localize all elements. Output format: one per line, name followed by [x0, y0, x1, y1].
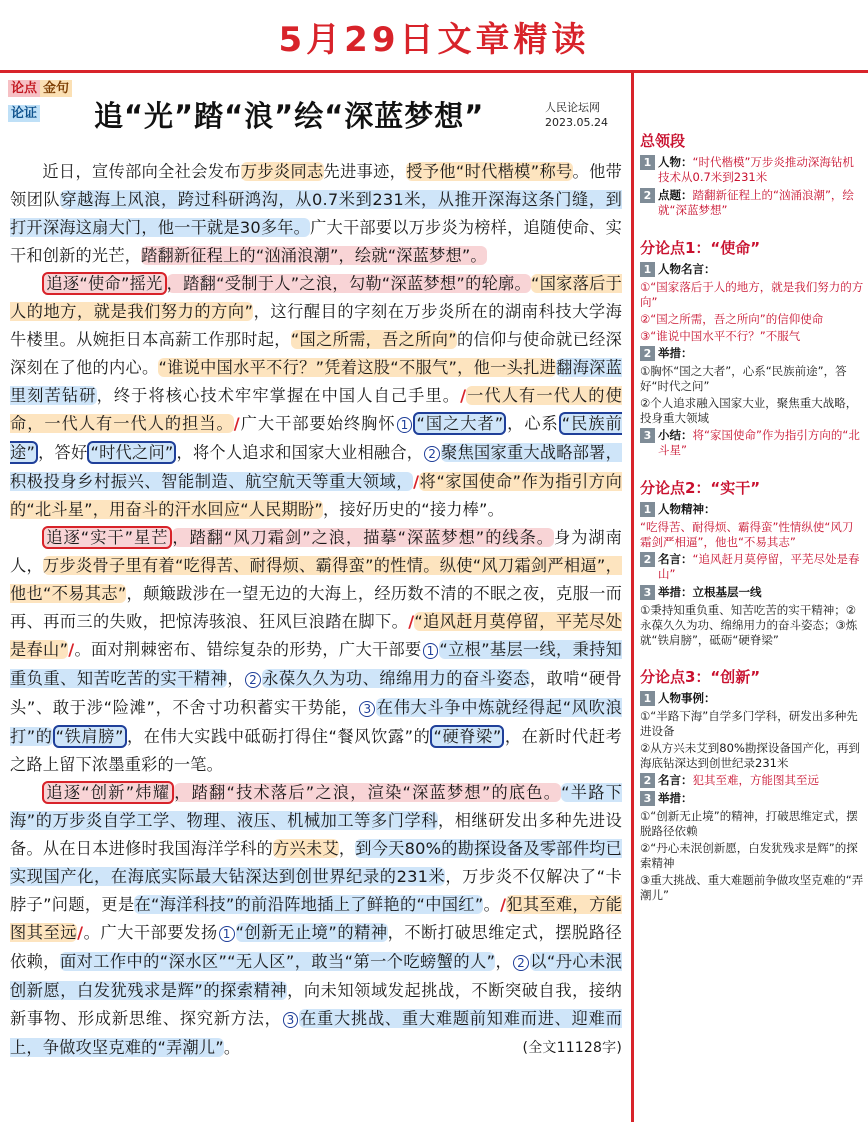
text-span: ，向未知领域发起挑战，不断突破自我，接纳新事物、形成新思维、探究新方法，: [10, 981, 622, 1028]
circled-number: 2: [424, 446, 440, 462]
spacer: [640, 461, 864, 477]
text-span: ，敢啃“硬骨头”、敢于涉“险滩”，不舍寸功积蓄实干势能，: [10, 669, 623, 717]
circled-number: 1: [219, 926, 235, 942]
notes-general-heading: 总领段: [640, 132, 686, 150]
highlight-quote: 方兴未艾: [273, 839, 339, 858]
text-span: ，在伟大实践中砥砺打得住“餐风饮露”的: [126, 727, 431, 746]
text-span: 的信仰与使命就已经深深刻在了他的内心。: [10, 330, 623, 377]
article-body: [10, 158, 622, 1062]
boxed-keyword: “时代之问”: [87, 441, 176, 464]
notes-row: [640, 346, 864, 361]
row-label: 小结：: [658, 428, 693, 442]
text-span: ，相继研发出多种先进设备。从在日本进修时我国海洋学科的: [10, 811, 622, 858]
step-badge: 2: [640, 552, 655, 567]
article-source: [545, 100, 608, 130]
highlight-argument: 到今天80%的勘探设备及零部件均已实现国产化，在海底实际最大钻深达到创世界纪录的231米: [10, 839, 623, 886]
text-span: ，不断打破思维定式，摆脱路径依赖，: [10, 923, 622, 971]
boxed-keyword: “铁肩膀”: [53, 725, 127, 748]
text-span: ，这行醒目的字刻在万步炎所在的湖南科技大学海牛楼里。从婉拒日本高薪工作那时起，: [10, 302, 622, 349]
text-span: 广大干部要以万步炎为榜样，追随使命、实干和创新的光芒，: [10, 218, 622, 265]
column-divider: [631, 72, 634, 1122]
circled-number: 3: [359, 701, 375, 717]
legend-argument-tag: 论证: [8, 105, 40, 122]
text-span: ，终于将核心技术牢牢掌握在中国人自己手里。: [96, 386, 461, 405]
note-item: ①“创新无止境”的精神，打破思维定式，摆脱路径依赖: [640, 809, 858, 838]
step-badge: 1: [640, 502, 655, 517]
note-item: ②“丹心未泯创新愿，白发犹残求是辉”的探索精神: [640, 841, 858, 870]
step-badge: 1: [640, 691, 655, 706]
page-title: 5月29日文章精读: [278, 20, 590, 60]
text-span: 。: [483, 895, 501, 914]
row-label: 举措：: [658, 791, 693, 805]
notes-row: [640, 691, 864, 706]
row-label: 人物：: [658, 155, 693, 169]
step-badge: 1: [640, 155, 655, 170]
row-text: “追风赶月莫停留，平芜尽处是春山”: [658, 552, 860, 581]
notes-row: [640, 155, 864, 185]
paragraph-intro: [10, 158, 622, 270]
highlight-quote: 授予他“时代楷模”称号: [406, 162, 573, 181]
row-text: “时代楷模”万步炎推动深海钻机技术从0.7米到231米: [658, 155, 854, 184]
paragraph-mission: [10, 270, 622, 524]
row-label: 名言：: [658, 773, 693, 787]
word-count: (全文11128字): [522, 1040, 622, 1056]
highlight-argument: 在重大挑战、重大难题前知难而进、迎难而上，争做攻坚克难的“弄潮儿”: [10, 1009, 622, 1057]
highlight-argument: “半路下海”的万步炎自学工学、物理、液压、机械加工等多门学科: [10, 783, 623, 830]
row-text: 犯其至难，方能图其至远: [692, 773, 819, 787]
highlight-argument: 翻海深蓝里刻苦钻研: [10, 358, 622, 405]
row-label: 人物事例：: [658, 691, 716, 705]
text-span: 广大干部要始终胸怀: [239, 414, 396, 433]
paragraph-innovation: [10, 779, 622, 1062]
highlight-point: ，踏翻“风刀霜剑”之浪，描摹“深蓝梦想”的线条。: [172, 528, 555, 547]
highlight-argument: “立根”基层一线，秉持知重负重、知苦吃苦的实干精神: [10, 640, 623, 688]
text-span: 先进事迹，: [323, 162, 407, 181]
highlight-quote: 万步炎同志: [240, 162, 324, 181]
divider-stroke: /: [408, 612, 415, 631]
step-badge: 3: [640, 585, 655, 600]
circled-number: 1: [423, 643, 439, 659]
source-date: 2023.05.24: [545, 116, 608, 129]
highlight-argument: 穿越海上风浪，跨过科研鸿沟，从0.7米到231米，从推开深海这条门缝，到打开深海这扇大门，他一干就是30多年。: [10, 190, 622, 237]
note-item: ③“谁说中国水平不行？”不服气: [640, 329, 801, 343]
boxed-keyword: “硬脊梁”: [430, 725, 504, 748]
highlight-argument: “创新无止境”的精神: [235, 923, 388, 942]
spacer: [640, 221, 864, 237]
highlight-quote: “国家落后于人的地方，就是我们努力的方向”: [10, 274, 623, 321]
text-span: ，在新时代赶考之路上留下浓墨重彩的一笔。: [10, 727, 622, 774]
paragraph-action: [10, 524, 622, 779]
text-span: 。面对荆棘密布、错综复杂的形势，广大干部要: [74, 640, 422, 659]
article-panel: [0, 72, 630, 1122]
highlight-quote: 一代人有一代人的使命，一代人有一代人的担当。: [10, 386, 622, 433]
highlight-quote: 犯其至难，方能图其至远: [10, 895, 622, 942]
text-span: ，: [495, 952, 513, 971]
notes-row: [640, 502, 864, 517]
notes-row: [640, 188, 864, 218]
step-badge: 2: [640, 346, 655, 361]
divider-stroke: /: [68, 640, 75, 659]
divider-stroke: /: [460, 386, 467, 405]
highlight-point: ，踏翻“技术落后”之浪，渲染“深蓝梦想”的底色。: [174, 783, 562, 802]
legend: [8, 80, 72, 120]
notes-row: [640, 791, 864, 806]
row-label: 举措：: [658, 346, 693, 360]
highlight-quote: “国之所需，吾之所向”: [290, 330, 457, 349]
step-badge: 1: [640, 262, 655, 277]
notes-point3-heading: 分论点3：“创新”: [640, 668, 761, 686]
text-span: ，万步炎不仅解决了“卡脖子”问题，更是: [10, 867, 622, 914]
highlight-argument: 以“丹心未泯创新愿，白发犹残求是辉”的探索精神: [10, 952, 623, 1000]
text-span: ，: [338, 839, 356, 858]
source-name: 人民论坛网: [545, 101, 600, 114]
notes-row: [640, 262, 864, 277]
row-label: 人物名言：: [658, 262, 716, 276]
text-span: ，: [227, 669, 245, 688]
subpoint-lead: 追逐“使命”摇光: [42, 272, 166, 295]
row-label: 名言：: [658, 552, 693, 566]
note-item: ①“国家落后于人的地方，就是我们努力的方向”: [640, 280, 864, 309]
highlight-point: ，踏翻“受制于人”之浪，勾勒“深蓝梦想”的轮廓。: [166, 274, 532, 293]
page-header: [0, 0, 868, 72]
note-item: ②从方兴未艾到80%勘探设备国产化，再到海底钻深达到创世纪录231米: [640, 741, 860, 770]
text-span: 近日，宣传部向全社会发布: [42, 162, 241, 181]
text-span: 。他带领团队: [10, 162, 622, 209]
text-span: 身为湖南人，: [10, 528, 623, 575]
text-span: ，颠簸跋涉在一望无边的大海上，经历数不清的不眠之夜，克服一而再、再而三的失败，把惊涛骇浪、狂风巨浪踏在脚下。: [10, 584, 622, 631]
divider-stroke: /: [500, 895, 507, 914]
notes-row: [640, 773, 864, 788]
highlight-argument: 在“海洋科技”的前沿阵地插上了鲜艳的“中国红”: [134, 895, 484, 914]
notes-point1-heading: 分论点1：“使命”: [640, 239, 761, 257]
note-item: ③重大挑战、重大难题前争做攻坚克难的“弄潮儿”: [640, 873, 864, 902]
note-item: ②个人追求融入国家大业，聚焦重大战略，投身重大领域: [640, 396, 858, 425]
text-span: ，将个人追求和国家大业相融合，: [176, 443, 424, 462]
row-label: 人物精神：: [658, 502, 716, 516]
highlight-point: 踏翻新征程上的“汹涌浪潮”，绘就“深蓝梦想”。: [141, 246, 487, 265]
notes-panel: [640, 130, 864, 905]
notes-row: [640, 585, 864, 600]
divider-stroke: /: [77, 923, 84, 942]
row-text: 踏翻新征程上的“汹涌浪潮”，绘就“深蓝梦想”: [658, 188, 854, 217]
circled-number: 1: [397, 417, 413, 433]
row-text: 将“家国使命”作为指引方向的“北斗星”: [658, 428, 860, 457]
text-span: ，接好历史的“接力棒”。: [322, 500, 504, 519]
row-label: 举措：立根基层一线: [658, 585, 762, 599]
step-badge: 3: [640, 791, 655, 806]
legend-quote-tag: 金句: [40, 80, 72, 97]
legend-point-tag: 论点: [8, 80, 40, 97]
boxed-keyword: “民族前途”: [10, 414, 622, 462]
highlight-quote: 万步炎骨子里有着“吃得苦、耐得烦、霸得蛮”的性情。纵使“风刀霜剑严相逼”，他也“不易其志”: [10, 556, 622, 603]
notes-row: [640, 552, 864, 582]
note-item: ①胸怀“国之大者”，心系“民族前途”，答好“时代之问”: [640, 364, 847, 393]
highlight-argument: 永葆久久为功、绵绵用力的奋斗姿态: [261, 669, 530, 688]
note-item: ①“半路下海”自学多门学科，研发出多种先进设备: [640, 709, 858, 738]
note-item: “吃得苦、耐得烦、霸得蛮”性情纵使“风刀霜剑严相逼”，他也“不易其志”: [640, 520, 854, 549]
divider-stroke: /: [413, 472, 420, 491]
article-title: 追“光”踏“浪”绘“深蓝梦想”: [94, 99, 485, 133]
divider-stroke: /: [233, 414, 240, 433]
circled-number: 3: [283, 1012, 299, 1028]
step-badge: 2: [640, 188, 655, 203]
circled-number: 2: [245, 672, 261, 688]
circled-number: 2: [513, 955, 529, 971]
text-span: 。: [223, 1038, 241, 1057]
notes-point2-heading: 分论点2：“实干”: [640, 479, 761, 497]
highlight-quote: “谁说中国水平不行？”凭着这股“不服气”，他一头扎进: [158, 358, 557, 377]
text-span: ，心系: [506, 414, 559, 433]
highlight-quote: 将“家国使命”作为指引方向的“北斗星”，用奋斗的汗水回应“人民期盼”: [10, 472, 622, 519]
step-badge: 2: [640, 773, 655, 788]
highlight-argument: 在伟大斗争中炼就经得起“风吹浪打”的: [10, 698, 623, 746]
subpoint-lead: 追逐“实干”星芒: [42, 526, 172, 549]
highlight-argument: 聚焦国家重大战略部署，积极投身乡村振兴、智能制造、航空航天等重大领域，: [10, 443, 623, 491]
highlight-quote: “追风赶月莫停留，平芜尽处是春山”: [10, 612, 622, 659]
spacer: [640, 650, 864, 666]
note-item: ②“国之所需，吾之所向”的信仰使命: [640, 312, 824, 326]
text-span: 。广大干部要发扬: [83, 923, 218, 942]
highlight-argument: 面对工作中的“深水区”“无人区”，敢当“第一个吃螃蟹的人”: [59, 952, 496, 971]
note-item: ①秉持知重负重、知苦吃苦的实干精神；②永葆久久为功、绵绵用力的奋斗姿态；③炼就“铁肩膀”，砥砺“硬脊梁”: [640, 603, 858, 647]
subpoint-lead: 追逐“创新”炜耀: [42, 781, 174, 804]
text-span: ，答好: [38, 443, 88, 462]
row-label: 点题：: [658, 188, 693, 202]
boxed-keyword: “国之大者”: [413, 412, 506, 435]
step-badge: 3: [640, 428, 655, 443]
notes-row: [640, 428, 864, 458]
